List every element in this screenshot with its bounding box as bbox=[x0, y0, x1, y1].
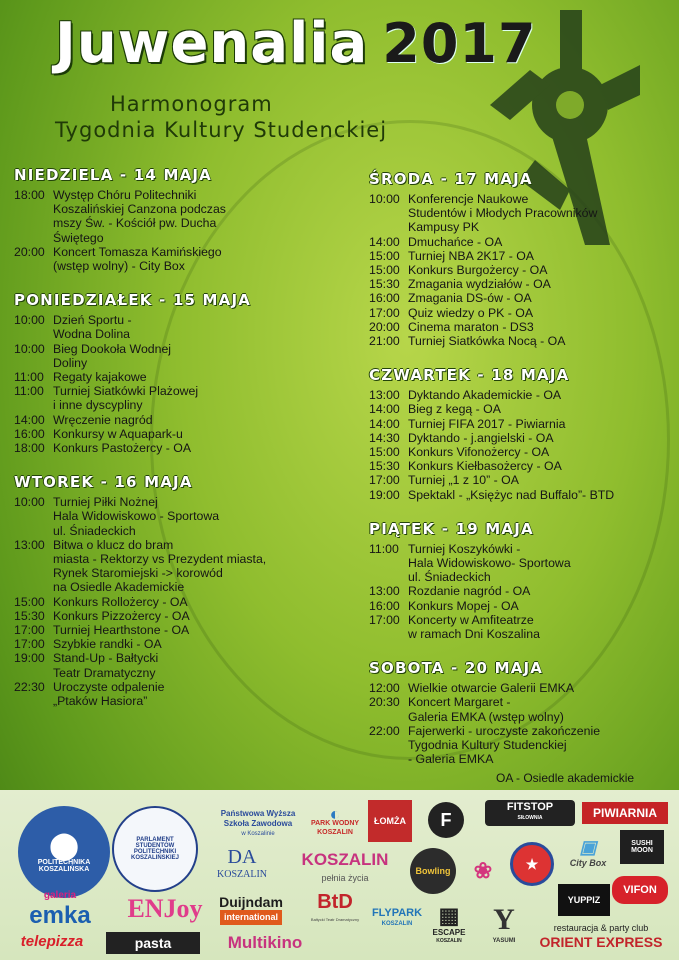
footnote-legend: OA - Osiedle akademickie bbox=[496, 771, 635, 785]
lomza-logo bbox=[368, 800, 412, 842]
galeria-emka-logo bbox=[8, 888, 112, 929]
event-time: 14:00 bbox=[369, 402, 400, 417]
event-description: Turniej Koszykówki - Hala Widowiskowo- Sportowa ul. Śniadeckich bbox=[408, 541, 571, 585]
event-description: Konkursy w Aquapark-u bbox=[53, 426, 183, 441]
event-time: 10:00 bbox=[14, 341, 45, 356]
sponsors-bar bbox=[0, 790, 679, 960]
event-time: 19:00 bbox=[369, 487, 400, 502]
galeria-label: galeria bbox=[43, 890, 77, 901]
emka-label: emka bbox=[29, 902, 91, 929]
day-heading: CZWARTEK - 18 MAJA bbox=[369, 366, 570, 385]
subtitle-line-1: Harmonogram bbox=[110, 92, 273, 116]
event-description: Szybkie randki - OA bbox=[53, 637, 162, 652]
event-item bbox=[369, 473, 669, 487]
event-time: 16:00 bbox=[369, 598, 400, 613]
yasumi-logo bbox=[480, 898, 528, 950]
event-item bbox=[369, 235, 669, 249]
event-time: 15:30 bbox=[369, 277, 400, 292]
event-time: 18:00 bbox=[14, 188, 45, 202]
event-description: Turniej Piłki Nożnej Hala Widowiskowo - Sportowa ul. Śniadeckich bbox=[53, 495, 220, 538]
parlament-logo bbox=[112, 806, 198, 892]
pwsz-logo bbox=[208, 808, 308, 840]
event-item bbox=[14, 313, 334, 341]
ice-cream-logo-icon: ❀ bbox=[473, 858, 493, 883]
event-time: 22:30 bbox=[14, 679, 45, 694]
event-item bbox=[369, 277, 669, 291]
lomza-label: ŁOMŻA bbox=[374, 816, 406, 826]
event-item bbox=[14, 384, 334, 412]
event-time: 16:00 bbox=[14, 426, 45, 441]
yasumi-y-icon: Y bbox=[493, 903, 515, 936]
day-heading: ŚRODA - 17 MAJA bbox=[369, 170, 533, 188]
event-time: 16:00 bbox=[369, 291, 400, 306]
parlament-label: PARLAMENT STUDENTÓW POLITECHNIKI KOSZALIŃSKIEJ bbox=[130, 837, 179, 861]
city-box-logo bbox=[560, 828, 616, 876]
event-item bbox=[369, 192, 669, 235]
event-description: Turniej Siatkówka Nocą - OA bbox=[408, 334, 566, 349]
football-club-crest-icon: ★ bbox=[510, 842, 554, 886]
day-spacer bbox=[14, 455, 334, 473]
event-time: 12:00 bbox=[369, 681, 400, 696]
escape-logo bbox=[426, 902, 472, 948]
event-description: Koncert Tomasza Kamińskiego (wstęp wolny) - City Box bbox=[53, 244, 222, 274]
event-time: 13:00 bbox=[14, 537, 45, 552]
event-item bbox=[14, 680, 334, 708]
yuppiz-label: YUPPIZ bbox=[567, 895, 601, 905]
orient-express-logo bbox=[532, 918, 670, 952]
event-item bbox=[369, 724, 669, 767]
city-box-icon: ▣ bbox=[579, 836, 597, 857]
event-description: Występ Chóru Politechniki Koszalińskiej Canzona podczas mszy Św. - Kościół pw. Ducha Świętego bbox=[53, 188, 226, 245]
pwsz-sublabel: w Koszalinie bbox=[241, 831, 275, 837]
flypark-logo bbox=[372, 902, 422, 936]
event-item bbox=[14, 609, 334, 623]
event-time: 22:00 bbox=[369, 723, 400, 738]
escape-maze-icon: ▦ bbox=[438, 903, 460, 928]
poster-title bbox=[55, 11, 615, 76]
event-item bbox=[369, 291, 669, 305]
vifon-logo bbox=[612, 876, 668, 904]
pwsz-label: Państwowa Wyższa Szkoła Zawodowa bbox=[220, 809, 296, 828]
day-spacer bbox=[369, 641, 669, 659]
event-description: Konkurs Kiełbasożercy - OA bbox=[408, 459, 562, 474]
event-item bbox=[14, 441, 334, 455]
escape-label: ESCAPE bbox=[432, 928, 466, 937]
event-time: 15:30 bbox=[14, 608, 45, 623]
event-time: 17:00 bbox=[369, 612, 400, 627]
event-item bbox=[14, 595, 334, 609]
fitstop-sublabel: SIŁOWNIA bbox=[517, 815, 543, 821]
event-description: Cinema maraton - DS3 bbox=[408, 319, 534, 334]
event-time: 17:00 bbox=[14, 623, 45, 638]
bowling-logo bbox=[410, 848, 456, 894]
event-description: Konkurs Pizzożercy - OA bbox=[53, 608, 190, 623]
event-time: 20:30 bbox=[369, 695, 400, 710]
event-item bbox=[14, 637, 334, 651]
event-description: Regaty kajakowe bbox=[53, 370, 147, 385]
event-description: Bieg z kegą - OA bbox=[408, 402, 501, 417]
event-time: 19:00 bbox=[14, 651, 45, 666]
park-wodny-label: PARK WODNY KOSZALIN bbox=[310, 819, 360, 836]
day-events-list bbox=[14, 495, 334, 708]
event-description: Zmagania wydziałów - OA bbox=[408, 277, 551, 292]
event-time: 10:00 bbox=[369, 192, 400, 206]
park-wodny-logo bbox=[305, 802, 365, 844]
event-description: Wręczenie nagród bbox=[53, 412, 153, 427]
yuppiz-logo bbox=[558, 884, 610, 916]
title-main: Juwenalia bbox=[55, 11, 369, 76]
day-heading: WTOREK - 16 MAJA bbox=[14, 473, 193, 492]
event-time: 14:00 bbox=[14, 412, 45, 427]
day-events-list bbox=[369, 388, 669, 502]
event-description: Konkurs Vifonożercy - OA bbox=[408, 445, 550, 460]
multikino-logo bbox=[210, 932, 320, 954]
day-spacer bbox=[369, 348, 669, 366]
event-item bbox=[369, 681, 669, 695]
politechnika-label: POLITECHNIKA KOSZALIŃSKA bbox=[37, 859, 91, 873]
piwiarnia-logo bbox=[582, 802, 668, 824]
event-item bbox=[369, 417, 669, 431]
event-item bbox=[14, 495, 334, 538]
event-item bbox=[14, 427, 334, 441]
event-item bbox=[14, 623, 334, 637]
event-time: 15:30 bbox=[369, 459, 400, 474]
event-description: Dyktando Akademickie - OA bbox=[408, 388, 562, 403]
event-description: Stand-Up - Bałtycki Teatr Dramatyczny bbox=[53, 651, 159, 680]
day-heading: SOBOTA - 20 MAJA bbox=[369, 659, 544, 678]
event-description: Wielkie otwarcie Galerii EMKA bbox=[408, 681, 575, 696]
event-time: 10:00 bbox=[14, 495, 45, 510]
day-heading: PIĄTEK - 19 MAJA bbox=[369, 519, 534, 538]
day-events-list bbox=[369, 542, 669, 641]
event-time: 17:00 bbox=[369, 473, 400, 488]
f-club-logo-icon: F bbox=[428, 802, 464, 838]
event-description: Bitwa o klucz do bram miasta - Rektorzy vs Prezydent miasta, Rynek Staromiejski -> korowód na Osiedle Akademickie bbox=[53, 537, 267, 595]
event-description: Koncerty w Amfiteatrze w ramach Dni Koszalina bbox=[408, 612, 540, 642]
event-description: Konkurs Rollożercy - OA bbox=[53, 594, 188, 609]
multikino-label: Multikino bbox=[227, 933, 303, 952]
flypark-sublabel: KOSZALIN bbox=[381, 921, 413, 927]
day-events-list bbox=[369, 681, 669, 766]
event-description: Konferencje Naukowe Studentów i Młodych Pracowników Kampusy PK bbox=[408, 192, 598, 235]
event-time: 11:00 bbox=[14, 370, 44, 385]
city-box-label: City Box bbox=[569, 857, 607, 868]
event-time: 15:00 bbox=[369, 248, 400, 263]
event-item bbox=[369, 584, 669, 598]
politechnika-emblem-icon: ⬤ bbox=[49, 830, 79, 860]
schedule-column-right bbox=[369, 170, 669, 767]
event-description: Turniej „1 z 10” - OA bbox=[408, 473, 519, 488]
duijndam-logo bbox=[208, 894, 294, 926]
event-time: 15:00 bbox=[369, 263, 400, 278]
event-description: Konkurs Mopej - OA bbox=[408, 598, 519, 613]
orient-express-label: ORIENT EXPRESS bbox=[539, 934, 663, 950]
event-time: 18:00 bbox=[14, 441, 45, 456]
fitstop-label: FITSTOP bbox=[506, 801, 554, 813]
btd-logo bbox=[302, 892, 368, 930]
vifon-label: VIFON bbox=[623, 884, 657, 896]
event-description: Bieg Dookoła Wodnej Doliny bbox=[53, 341, 172, 370]
event-time: 11:00 bbox=[14, 384, 44, 399]
event-time: 13:00 bbox=[369, 388, 400, 403]
koszalin-label: KOSZALIN bbox=[301, 850, 389, 869]
telepizza-label: telepizza bbox=[20, 932, 84, 950]
event-item bbox=[14, 370, 334, 384]
event-item bbox=[369, 613, 669, 641]
event-description: Turniej Siatkówki Plażowej i inne dyscypliny bbox=[53, 384, 199, 413]
event-item bbox=[369, 488, 669, 502]
politechnika-logo bbox=[18, 806, 110, 898]
yasumi-label: YASUMI bbox=[492, 938, 516, 944]
event-description: Turniej FIFA 2017 - Piwiarnia bbox=[408, 416, 566, 431]
event-description: Zmagania DS-ów - OA bbox=[408, 291, 532, 306]
sushi-moon-logo bbox=[620, 830, 664, 864]
event-time: 20:00 bbox=[369, 319, 400, 334]
event-time: 10:00 bbox=[14, 313, 45, 328]
restauracja-label: restauracja & party club bbox=[553, 923, 649, 933]
fitstop-logo bbox=[485, 800, 575, 826]
event-time: 13:00 bbox=[369, 584, 400, 599]
enjoy-label: ENJoy bbox=[127, 894, 203, 923]
sushi-moon-label: SUSHI MOON bbox=[631, 840, 653, 854]
day-events-list bbox=[14, 313, 334, 455]
event-time: 20:00 bbox=[14, 244, 45, 259]
park-wodny-icon: ◐ bbox=[329, 803, 341, 824]
day-events-list bbox=[14, 188, 334, 273]
event-description: Dyktando - j.angielski - OA bbox=[408, 430, 554, 445]
event-item bbox=[369, 334, 669, 348]
event-item bbox=[14, 342, 334, 370]
telepizza-logo bbox=[10, 930, 94, 952]
event-description: Rozdanie nagród - OA bbox=[408, 584, 531, 599]
koszalin-sublabel: pełnia życia bbox=[321, 873, 369, 883]
schedule-column-left bbox=[14, 166, 334, 708]
koszalin-logo bbox=[292, 846, 398, 892]
event-description: Uroczyste odpalenie „Ptaków Hasiora” bbox=[53, 679, 165, 709]
day-heading: NIEDZIELA - 14 MAJA bbox=[14, 166, 212, 184]
event-item bbox=[369, 388, 669, 402]
event-item bbox=[369, 249, 669, 263]
event-item bbox=[369, 306, 669, 320]
event-description: Koncert Margaret - Galeria EMKA (wstęp wolny) bbox=[408, 695, 564, 724]
bowling-label: Bowling bbox=[415, 866, 451, 876]
event-description: Quiz wiedzy o PK - OA bbox=[408, 305, 534, 320]
event-time: 14:00 bbox=[369, 234, 400, 249]
event-time: 17:00 bbox=[14, 637, 45, 652]
event-item bbox=[14, 651, 334, 679]
event-item bbox=[369, 695, 669, 723]
event-description: Konkurs Burgożercy - OA bbox=[408, 263, 548, 278]
event-description: Dzień Sportu - Wodna Dolina bbox=[53, 313, 132, 342]
event-description: Turniej Hearthstone - OA bbox=[53, 623, 190, 638]
event-description: Spektakl - „Księżyc nad Buffalo”- BTD bbox=[408, 487, 615, 502]
event-time: 14:00 bbox=[369, 416, 400, 431]
pasta-logo bbox=[106, 932, 200, 954]
event-item bbox=[369, 599, 669, 613]
day-spacer bbox=[14, 273, 334, 291]
event-time: 15:00 bbox=[14, 594, 45, 609]
flypark-label: FLYPARK bbox=[371, 907, 423, 919]
pasta-label: pasta bbox=[134, 935, 172, 951]
da-sublabel: KOSZALIN bbox=[217, 869, 267, 880]
btd-sublabel: Bałtycki Teatr Dramatyczny bbox=[310, 917, 360, 922]
event-item bbox=[14, 188, 334, 245]
event-item bbox=[369, 402, 669, 416]
event-item bbox=[369, 263, 669, 277]
event-item bbox=[369, 320, 669, 334]
escape-sublabel: KOSZALIN bbox=[436, 938, 462, 944]
title-year: 2017 bbox=[382, 12, 537, 75]
event-description: Dmuchańce - OA bbox=[408, 234, 503, 249]
event-item bbox=[369, 542, 669, 585]
da-logo bbox=[196, 846, 288, 886]
event-description: Konkurs Pastożercy - OA bbox=[53, 441, 192, 456]
duijndam-label: Duijndam bbox=[219, 894, 283, 910]
day-spacer bbox=[369, 502, 669, 520]
day-heading: PONIEDZIAŁEK - 15 MAJA bbox=[14, 291, 252, 310]
event-item bbox=[369, 445, 669, 459]
event-time: 11:00 bbox=[369, 541, 399, 556]
da-label: DA bbox=[227, 846, 257, 868]
event-description: Turniej NBA 2K17 - OA bbox=[408, 248, 534, 263]
event-item bbox=[369, 459, 669, 473]
enjoy-logo bbox=[124, 892, 206, 926]
event-time: 17:00 bbox=[369, 305, 400, 320]
btd-label: BtD bbox=[317, 891, 353, 913]
subtitle-line-2: Tygodnia Kultury Studenckiej bbox=[55, 118, 388, 142]
event-time: 15:00 bbox=[369, 445, 400, 460]
day-events-list bbox=[369, 192, 669, 348]
event-time: 21:00 bbox=[369, 334, 400, 349]
event-item bbox=[14, 538, 334, 595]
piwiarnia-label: PIWIARNIA bbox=[593, 806, 657, 820]
event-item bbox=[14, 413, 334, 427]
event-time: 14:30 bbox=[369, 430, 400, 445]
event-item bbox=[369, 431, 669, 445]
event-item bbox=[14, 245, 334, 273]
duijndam-sublabel: international bbox=[220, 910, 282, 925]
event-description: Fajerwerki - uroczyste zakończenie Tygodnia Kultury Studenckiej - Galeria EMKA bbox=[408, 723, 601, 767]
